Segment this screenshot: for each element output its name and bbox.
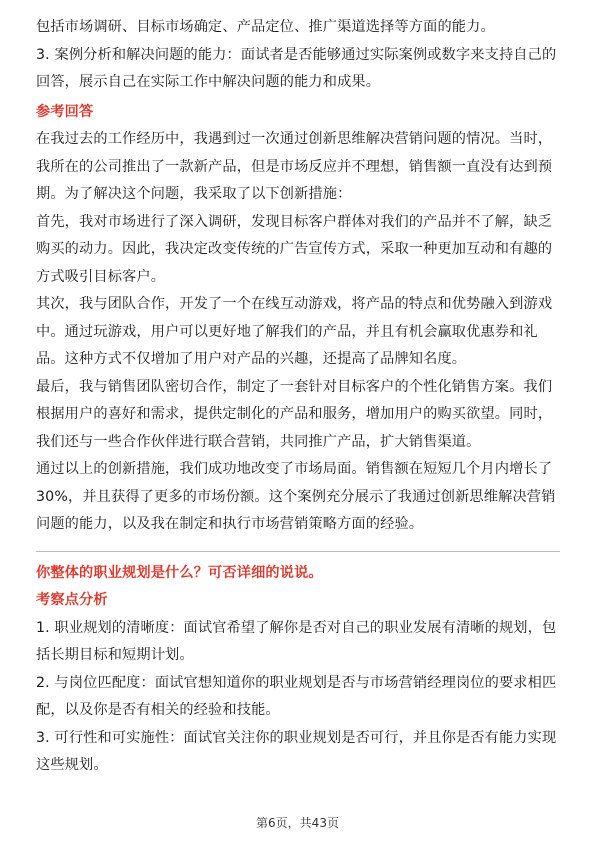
analysis-heading: 考察点分析 xyxy=(36,592,108,608)
question-title: 你整体的职业规划是什么？可否详细的说说。 xyxy=(36,564,323,581)
reference-paragraph: 在我过去的工作经历中，我遇到过一次通过创新思维解决营销问题的情况。当时，我所在的公司推出了一款新产品，但是市场反应并不理想，销售额一直没有达到预期。为了解决这个问题，我采取了以下创新措施： xyxy=(36,131,553,202)
analysis-point: 3. 可行性和可实施性：面试官关注你的职业规划是否可行，并且你是否有能力实现这些规划。 xyxy=(36,729,557,773)
reference-answer-heading: 参考回答 xyxy=(36,103,94,120)
intro-continuation: 包括市场调研、目标市场确定、产品定位、推广渠道选择等方面的能力。 xyxy=(36,19,495,35)
section-divider xyxy=(36,551,560,552)
reference-paragraph: 首先，我对市场进行了深入调研，发现目标客户群体对我们的产品并不了解，缺乏购买的动力。因此，我决定改变传统的广告宣传方式，采取一种更加互动和有趣的方式吸引目标客户。 xyxy=(36,213,553,285)
analysis-point: 2. 与岗位匹配度：面试官想知道你的职业规划是否与市场营销经理岗位的要求相匹配，以及你是否有相关的经验和技能。 xyxy=(36,674,557,718)
reference-paragraph: 其次，我与团队合作，开发了一个在线互动游戏，将产品的特点和优势融入到游戏中。通过玩游戏，用户可以更好地了解我们的产品，并且有机会赢取优惠券和礼品。这种方式不仅增加了用户对产品的兴趣，还提高了品牌知名度。 xyxy=(36,296,553,367)
reference-paragraph: 最后，我与销售团队密切合作，制定了一套针对目标客户的个性化销售方案。我们根据用户的喜好和需求，提供定制化的产品和服务，增加用户的购买欲望。同时，我们还与一些合作伙伴进行联合营销，共同推广产品，扩大销售渠道。 xyxy=(36,378,553,450)
intro-point-3: 3. 案例分析和解决问题的能力：面试者是否能够通过实际案例或数字来支持自己的回答，展示自己在实际工作中解决问题的能力和成果。 xyxy=(36,46,557,90)
analysis-point: 1. 职业规划的清晰度：面试官希望了解你是否对自己的职业发展有清晰的规划，包括长期目标和短期计划。 xyxy=(36,619,557,663)
page-number: 第6页，共43页 xyxy=(256,816,339,830)
reference-paragraph: 通过以上的创新措施，我们成功地改变了市场局面。销售额在短短几个月内增长了30%，并且获得了更多的市场份额。这个案例充分展示了我通过创新思维解决营销问题的能力，以及我在制定和执行市场营销策略方面的经验。 xyxy=(36,461,556,532)
document-page xyxy=(36,14,560,780)
